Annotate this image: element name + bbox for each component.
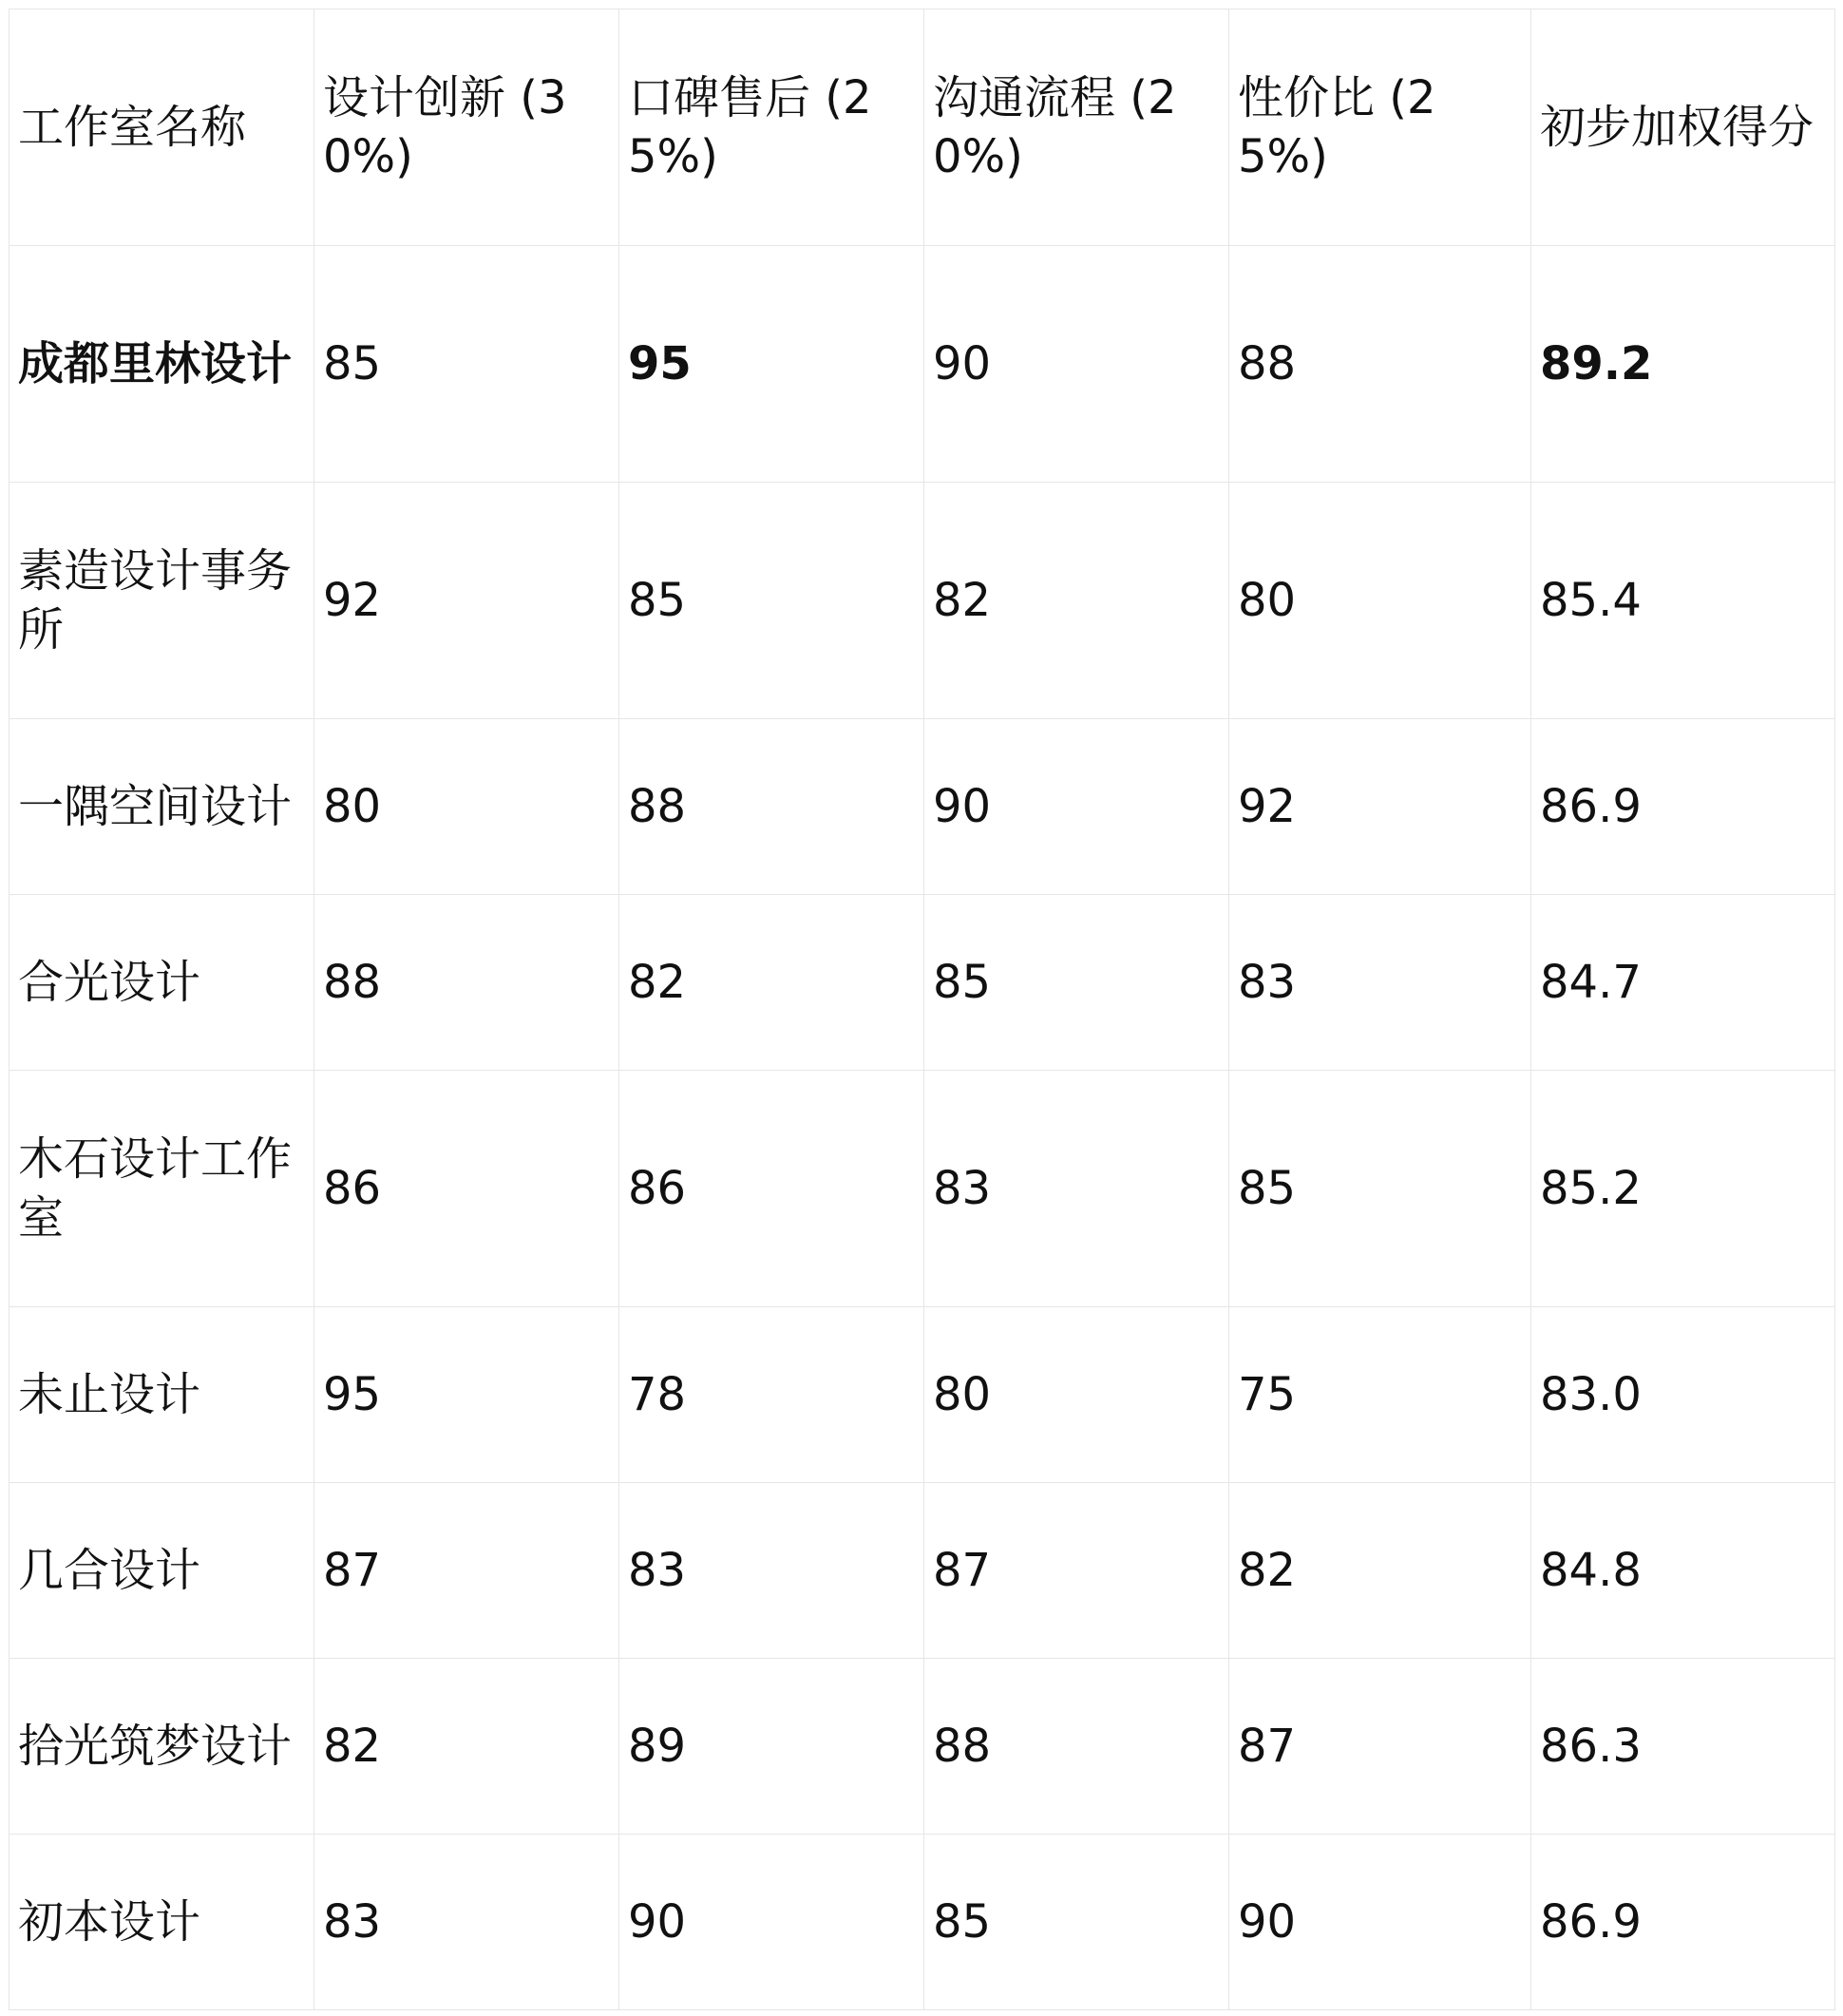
communication-process-cell: 88 xyxy=(924,1659,1229,1835)
reputation-service-cell: 82 xyxy=(619,895,924,1071)
reputation-service-cell: 88 xyxy=(619,719,924,895)
communication-process-cell: 80 xyxy=(924,1307,1229,1483)
reputation-service-cell: 85 xyxy=(619,483,924,719)
weighted-score-cell: 86.9 xyxy=(1531,719,1835,895)
design-innovation-cell: 95 xyxy=(314,1307,619,1483)
weighted-score-cell: 84.7 xyxy=(1531,895,1835,1071)
table-row xyxy=(10,1071,1835,1307)
table-row xyxy=(10,895,1835,1071)
header-value-for-money: 性价比 (25%) xyxy=(1229,10,1531,246)
header-studio-name: 工作室名称 xyxy=(10,10,314,246)
header-communication-process: 沟通流程 (20%) xyxy=(924,10,1229,246)
communication-process-cell: 90 xyxy=(924,719,1229,895)
value-for-money-cell: 85 xyxy=(1229,1071,1531,1307)
communication-process-cell: 82 xyxy=(924,483,1229,719)
table-row xyxy=(10,1307,1835,1483)
design-innovation-cell: 88 xyxy=(314,895,619,1071)
design-innovation-cell: 86 xyxy=(314,1071,619,1307)
weighted-score-cell: 85.4 xyxy=(1531,483,1835,719)
value-for-money-cell: 90 xyxy=(1229,1835,1531,2010)
value-for-money-cell: 80 xyxy=(1229,483,1531,719)
weighted-score-cell: 83.0 xyxy=(1531,1307,1835,1483)
studio-name-cell: 成都里林设计 xyxy=(10,246,314,483)
weighted-score-cell: 86.3 xyxy=(1531,1659,1835,1835)
reputation-service-cell: 86 xyxy=(619,1071,924,1307)
weighted-score-cell: 84.8 xyxy=(1531,1483,1835,1659)
communication-process-cell: 90 xyxy=(924,246,1229,483)
studio-name-cell: 几合设计 xyxy=(10,1483,314,1659)
design-innovation-cell: 82 xyxy=(314,1659,619,1835)
communication-process-cell: 85 xyxy=(924,895,1229,1071)
table-row xyxy=(10,1483,1835,1659)
reputation-service-cell: 89 xyxy=(619,1659,924,1835)
design-innovation-cell: 92 xyxy=(314,483,619,719)
design-innovation-cell: 80 xyxy=(314,719,619,895)
value-for-money-cell: 92 xyxy=(1229,719,1531,895)
header-reputation-service: 口碑售后 (25%) xyxy=(619,10,924,246)
value-for-money-cell: 82 xyxy=(1229,1483,1531,1659)
studio-name-cell: 素造设计事务所 xyxy=(10,483,314,719)
table-row xyxy=(10,483,1835,719)
table-row xyxy=(10,1659,1835,1835)
studio-name-cell: 一隅空间设计 xyxy=(10,719,314,895)
header-weighted-score: 初步加权得分 xyxy=(1531,10,1835,246)
communication-process-cell: 83 xyxy=(924,1071,1229,1307)
communication-process-cell: 85 xyxy=(924,1835,1229,2010)
value-for-money-cell: 75 xyxy=(1229,1307,1531,1483)
table-row xyxy=(10,1835,1835,2010)
design-innovation-cell: 87 xyxy=(314,1483,619,1659)
studio-name-cell: 拾光筑梦设计 xyxy=(10,1659,314,1835)
studio-score-table xyxy=(9,9,1835,2010)
weighted-score-cell: 85.2 xyxy=(1531,1071,1835,1307)
communication-process-cell: 87 xyxy=(924,1483,1229,1659)
table-row xyxy=(10,246,1835,483)
header-design-innovation: 设计创新 (30%) xyxy=(314,10,619,246)
design-innovation-cell: 85 xyxy=(314,246,619,483)
weighted-score-cell: 89.2 xyxy=(1531,246,1835,483)
table-container xyxy=(9,9,1835,2010)
studio-name-cell: 合光设计 xyxy=(10,895,314,1071)
value-for-money-cell: 87 xyxy=(1229,1659,1531,1835)
studio-name-cell: 初本设计 xyxy=(10,1835,314,2010)
design-innovation-cell: 83 xyxy=(314,1835,619,2010)
table-row xyxy=(10,719,1835,895)
table-header-row xyxy=(10,10,1835,246)
weighted-score-cell: 86.9 xyxy=(1531,1835,1835,2010)
value-for-money-cell: 88 xyxy=(1229,246,1531,483)
reputation-service-cell: 95 xyxy=(619,246,924,483)
studio-name-cell: 木石设计工作室 xyxy=(10,1071,314,1307)
reputation-service-cell: 78 xyxy=(619,1307,924,1483)
studio-name-cell: 未止设计 xyxy=(10,1307,314,1483)
value-for-money-cell: 83 xyxy=(1229,895,1531,1071)
reputation-service-cell: 83 xyxy=(619,1483,924,1659)
reputation-service-cell: 90 xyxy=(619,1835,924,2010)
